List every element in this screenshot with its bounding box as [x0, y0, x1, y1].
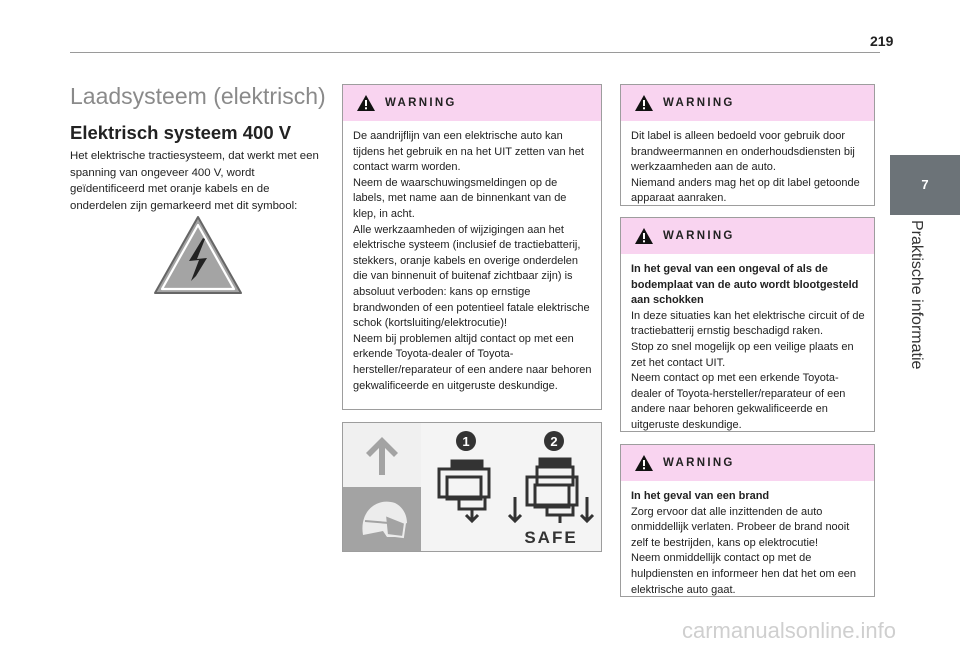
warning-body — [621, 254, 874, 434]
warning-paragraph: Neem onmiddellijk contact op met de hulpdiensten en informeer hen dat het om een elektrische auto gaat. — [631, 552, 857, 596]
warning-heading: In het geval van een brand — [631, 490, 770, 502]
warning-body — [621, 481, 874, 598]
warning-triangle-icon — [634, 227, 654, 245]
warning-body — [621, 121, 874, 207]
warning-paragraph: Zorg ervoor dat alle inzittenden de auto onmiddellijk verlaten. Probeer de brand nooit zelf te bestrijden, kans op elektrocutie! — [631, 505, 850, 549]
subsection-title: Elektrisch systeem 400 V — [70, 122, 292, 143]
warning-paragraph: In deze situaties kan het elektrische circuit of de tractiebatterij ernstig beschadigd raken. — [631, 309, 865, 338]
warning-title: WARNING — [663, 230, 735, 242]
warning-body — [343, 121, 601, 394]
warning-triangle-icon — [356, 94, 376, 112]
warning-header — [621, 445, 874, 481]
header-rule — [70, 52, 880, 53]
warning-paragraph: Neem de waarschuwingsmeldingen op de labels, met name aan de binnenkant van de klep, in acht. — [353, 176, 567, 220]
warning-paragraph: Stop zo snel mogelijk op een veilige plaats en zet het contact UIT. — [631, 340, 854, 369]
chapter-number: 7 — [921, 177, 929, 192]
warning-header — [621, 85, 874, 121]
warning-box-fire — [620, 444, 875, 597]
warning-triangle-icon — [634, 94, 654, 112]
warning-header — [343, 85, 601, 121]
warning-paragraph: Neem bij problemen altijd contact op met een erkende Toyota-dealer of Toyota-hersteller/reparateur of een andere naar behoren gekwalificeerde en uitgeruste deskundige. — [353, 332, 592, 392]
safe-illustration-art — [343, 423, 601, 551]
warning-triangle-icon — [634, 454, 654, 472]
warning-paragraph: Alle werkzaamheden of wijzigingen aan het elektrische systeem (inclusief de tractiebatterij, stekkers, oranje kabels en overige onderdelen die van binnenuit of buitenaf zichtbaar zijn) is absoluut verboden: kans op ernstige brandwonden of een potentieel fatale elektrische schok (kortsluiting/elektrocutie)! — [353, 223, 590, 330]
warning-paragraph: Niemand anders mag het op dit label getoonde apparaat aanraken. — [631, 176, 860, 205]
watermark: carmanualsonline.info — [682, 618, 897, 643]
intro-paragraph: Het elektrische tractiesysteem, dat werkt met een spanning van ongeveer 400 V, wordt geïdentificeerd met oranje kabels en de onderdelen zijn gemarkeerd met dit symbool: — [70, 150, 319, 212]
warning-title: WARNING — [663, 457, 735, 469]
safe-label: SAFE — [524, 528, 578, 547]
warning-heading: In het geval van een ongeval of als de bodemplaat van de auto wordt blootgesteld aan schokken — [631, 263, 859, 307]
chapter-tab[interactable] — [890, 155, 960, 215]
svg-text:2: 2 — [550, 434, 558, 449]
warning-header — [621, 218, 874, 254]
warning-paragraph: De aandrijflijn van een elektrische auto kan tijdens het gebruik en na het UIT zetten van het contact warm worden. — [353, 130, 584, 174]
safe-label-illustration — [342, 422, 602, 552]
step-2-badge — [544, 431, 564, 451]
section-title: Laadsysteem (elektrisch) — [70, 83, 326, 109]
warning-box-accident — [620, 217, 875, 432]
warning-paragraph: Dit label is alleen bedoeld voor gebruik door brandweermannen en onderhoudsdiensten bij werkzaamheden aan de auto. — [631, 130, 855, 174]
warning-box-electrical — [342, 84, 602, 410]
warning-paragraph: Neem contact op met een erkende Toyota-dealer of Toyota-hersteller/reparateur of een andere naar behoren gekwalificeerde en uitgeruste deskundige. — [631, 372, 846, 431]
warning-title: WARNING — [385, 97, 457, 109]
warning-title: WARNING — [663, 97, 735, 109]
step-1-badge — [456, 431, 476, 451]
svg-text:1: 1 — [462, 434, 470, 449]
chapter-label: Praktische informatie — [908, 220, 925, 370]
high-voltage-icon — [152, 214, 244, 296]
page-number: 219 — [870, 33, 894, 49]
warning-box-label-usage — [620, 84, 875, 206]
